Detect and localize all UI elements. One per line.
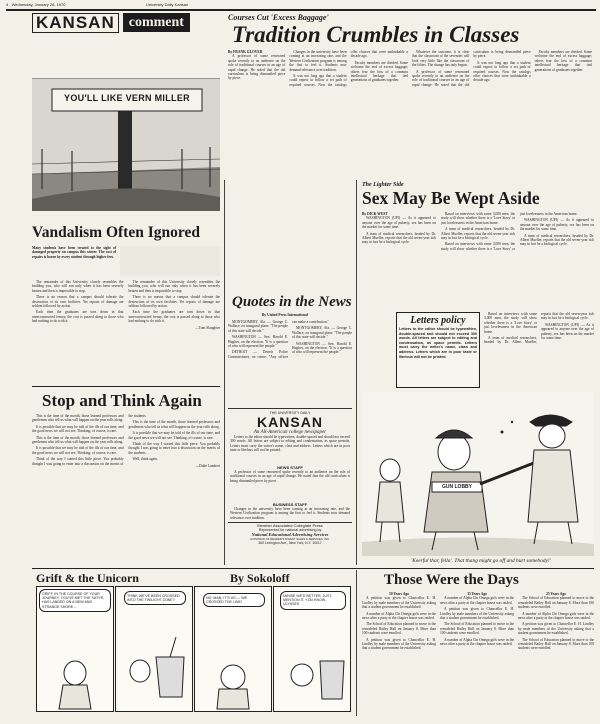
quote-item: MONTGOMERY, Ala. — George C. Wallace, on inaugural plans: "The people of this state will decide." bbox=[228, 320, 288, 333]
column-rule bbox=[356, 570, 357, 716]
lead-paragraph: Whatever the outcome, it is clear that the classroom of the seventies will look very little like the classroom of the fifties. The change has only begun. bbox=[411, 50, 470, 68]
comic-balloon: THINK WE'VE BEEN CROSSED INTO THE TWILIGHT ZONE? bbox=[124, 591, 186, 605]
days-col-35 bbox=[440, 592, 514, 714]
stop-think-paragraph: Well, think again. bbox=[132, 457, 158, 462]
lead-byline: By FRANK GLOVER bbox=[228, 50, 263, 54]
stop-think-paragraph: Think of the way I started this little piece. You probably thought I was going to enter into a discussion on the merits of the students. bbox=[128, 442, 220, 455]
lead-paragraph: A professor of some renowned spoke recently to an audience on the role of traditional courses in an age of rapid change. He noted that the old curriculum is being dismantled piece by piece. bbox=[411, 50, 531, 87]
sex-paragraph: A team of medical researchers, headed by Dr. Albert Mueller, reports that the old seven-year itch may in fact be a biological cycle. bbox=[441, 227, 515, 241]
sex-headline: Sex May Be Wept Aside bbox=[362, 188, 540, 208]
sex-paragraph: WASHINGTON (UPI) — As it appeared to anyone over the age of puberty, sex has been on the market for some time. bbox=[541, 322, 594, 341]
stop-think-paragraph: It is possible that we may be told of the ills of our time, and the good news we will not see. Thinking, of course, is rare. bbox=[32, 424, 124, 434]
comment-label: comment bbox=[123, 13, 190, 32]
letters-policy-box bbox=[396, 312, 480, 388]
page-header bbox=[6, 2, 596, 9]
masthead-the: THE UNIVERSITY DAILY bbox=[269, 411, 311, 415]
stop-think-paragraph: This is the time of the month, those learned professors and gentlemen who tell us what will happen on the year rolls along. bbox=[32, 414, 124, 423]
stop-think-paragraph: It is possible that we may be told of the ills of our time, and the good news we will not see. Thinking, of course, is rare. bbox=[32, 446, 124, 455]
section-rule bbox=[32, 386, 220, 387]
lead-paragraph: A professor of some renowned spoke recently to an audience on the role of traditional courses in an age of rapid change. He noted that the old curriculum is being dismantled piece by piece. bbox=[228, 54, 286, 81]
vandalism-paragraph: There is no reason that a campus should tolerate the destruction of its own facilities. Yet reports of damage are seldom followed by action. bbox=[128, 295, 220, 309]
quotes-source: By United Press International bbox=[262, 313, 308, 317]
vandalism-paragraph: The remainder of this University closely resembles the building you, who will run only when it has been severely beaten and then is impossible to stop. bbox=[32, 280, 124, 293]
cartoon-caption: 'Keerful thar, fella'. That thang might go off and hurt somebody!' bbox=[411, 558, 551, 564]
stop-think-paragraph: This is the time of the month, those learned professors and gentlemen who tell us what will happen on the year rolls along. bbox=[128, 420, 220, 429]
vandalism-illustration bbox=[120, 246, 220, 276]
dateline: Wednesday, January 28, 1970 bbox=[11, 2, 66, 7]
comic-panel-3 bbox=[194, 586, 272, 712]
lead-paragraph: Faculty members are divided. Some welcome the end of excess baggage; others fear the loss of a common intellectual heritage that tied generations of graduates together. bbox=[534, 50, 592, 72]
lead-body bbox=[228, 50, 592, 178]
sex-paragraph: Based on interviews with some 3,000 men, the study will show whether there is a 'Love Story' or just lovelessness in the American home. bbox=[441, 212, 578, 251]
sex-body-right bbox=[484, 312, 594, 388]
masthead-info-line: Letters to the editor should be typewritten, double-spaced and should not exceed 300 words. All letters are subject to editing and condensation, as space permits. Letters must carry the writer's name, class and address. Letters which are in poor taste or libelous will not be printed. bbox=[230, 435, 350, 453]
days-col-label: 25 Years Ago bbox=[546, 592, 566, 596]
days-paragraph: A petition was given to Chancellor E. H. Lindley by male members of the University asking that a student government be established. bbox=[362, 637, 436, 651]
vandalism-paragraph: Each time the graduates are torn down in that unreconstructed frenzy, the cost is passed along to those who had nothing to do with it. bbox=[32, 310, 124, 324]
sex-paragraph: WASHINGTON (UPI) — As it appeared to anyone over the age of puberty, sex has been on the market for some time. bbox=[520, 218, 594, 232]
gun-lobby-label: GUN LOBBY bbox=[442, 484, 472, 490]
comic-panel-2 bbox=[115, 586, 193, 712]
comic-balloon: MAYBE WE'D BETTER, JUST, MENTION IT, YOU KNOW, ULYSSES bbox=[280, 591, 346, 610]
editorial-cartoon bbox=[362, 392, 594, 556]
column-rule bbox=[224, 180, 225, 565]
days-col-50 bbox=[362, 592, 436, 714]
masthead-box bbox=[228, 408, 352, 565]
days-paragraph: A number of Alpha Chi Omega girls were in the news after a party at the chapter house was raided. bbox=[440, 596, 514, 605]
staff-line: A professor of some renowned spoke recently to an audience on the role of traditional courses in an age of rapid change. He noted that the old curriculum is being dismantled piece by piece. bbox=[230, 470, 350, 483]
business-staff-label: BUSINESS STAFF bbox=[272, 502, 308, 507]
kansan-comment-flag bbox=[32, 13, 222, 33]
news-staff-list bbox=[228, 470, 352, 502]
days-paragraph: A number of Alpha Chi Omega girls were in the news after a party at the chapter house was raided. bbox=[518, 611, 594, 621]
column-rule bbox=[356, 180, 357, 565]
stop-think-headline: Stop and Think Again bbox=[42, 391, 202, 410]
vandalism-body bbox=[32, 280, 220, 380]
days-paragraph: The School of Education planned to move to the remodeled Bailey Hall on January 8. More than 100 students were enrolled. bbox=[440, 622, 514, 636]
days-paragraph: The School of Education planned to move to the remodeled Bailey Hall on January 8. More than 100 students were enrolled. bbox=[362, 622, 436, 636]
lead-kicker: Courses Cut 'Excess Baggage' bbox=[228, 13, 329, 22]
bottom-section-rule bbox=[32, 568, 594, 569]
quote-item: DETROIT — Detroit Police Commissioner, on crime: "Any officer can make a contribution." bbox=[228, 320, 329, 359]
vandalism-paragraph: There is no reason that a campus should tolerate the destruction of its own facilities. Yet reports of damage are seldom followed by action. bbox=[32, 295, 124, 309]
sex-paragraph: Based on interviews with some 3,000 men, the study will show whether there is a 'Love Story' or just lovelessness in the American home. bbox=[484, 312, 537, 334]
quote-item: MONTGOMERY, Ala. — George C. Wallace, on inaugural plans: "The people of this state will decide." bbox=[292, 326, 352, 340]
stop-think-signature: —Duke Lambert bbox=[195, 463, 220, 468]
days-paragraph: A number of Alpha Chi Omega girls were in the news after a party at the chapter house was raided. bbox=[440, 637, 514, 647]
stop-think-paragraph: Think of the way I started this little piece. You probably thought I was going to enter into a discussion on the merits of the students. bbox=[32, 414, 147, 466]
business-staff-list bbox=[228, 507, 352, 521]
sex-body bbox=[362, 212, 594, 310]
stop-think-paragraph: It is possible that we may be told of the ills of our time, and the good news we will not see. Thinking, of course, is rare. bbox=[128, 431, 220, 440]
sex-paragraph: A team of medical researchers, headed by Dr. Albert Mueller, reports that the old seven-year itch may in fact be a biological cycle. bbox=[484, 312, 594, 345]
grift-byline: By Sokoloff bbox=[230, 571, 290, 585]
photo-sign-text: YOU'LL LIKE VERN MILLER bbox=[64, 93, 190, 103]
vandalism-signature: —Tom Slaughter bbox=[195, 325, 220, 330]
quote-item: WASHINGTON — Sen. Harold E. Hughes, on the election: "It is a question of who will represent the people." bbox=[292, 341, 352, 355]
cartoon-drawing bbox=[362, 392, 594, 556]
staff-line: Changes in the university have been coming at an increasing rate, and the Western Civilization program is among the first to feel it. Students now demand relevance over tradition. bbox=[230, 507, 350, 520]
nas-address: 360 Lexington Ave., New York, N.Y. 10017 bbox=[258, 541, 322, 545]
quotes-headline: Quotes in the News bbox=[232, 294, 352, 310]
news-photo bbox=[32, 78, 220, 211]
stop-think-body bbox=[32, 414, 220, 564]
days-col-label: 35 Years Ago bbox=[467, 592, 487, 596]
sex-paragraph: Based on interviews with some 3,000 men, the study will show whether there is a 'Love Story' or just lovelessness in the American home. bbox=[441, 212, 515, 225]
news-staff-label: NEWS STAFF bbox=[277, 465, 303, 470]
vandalism-intro: Many students have been treated to the sight of damaged property on campus this winter. The cost of repairs is borne by every student through higher fees. bbox=[32, 246, 116, 259]
vandalism-paragraph: Each time the graduates are torn down in that unreconstructed frenzy, the cost is passed along to those who had nothing to do with it. bbox=[128, 310, 220, 324]
stop-think-paragraph: This is the time of the month, those learned professors and gentlemen who tell us what will happen on the year rolls along. bbox=[32, 435, 124, 445]
comic-balloon: NO, MAN, IT'S US — WE CROSSED THE LINE! bbox=[203, 593, 265, 607]
lead-paragraph: It was not long ago that a student could expect to follow a set path of required courses. Now the catalogs offer choices that were unthinkable a decade ago. bbox=[473, 60, 531, 83]
kansan-label: KANSAN bbox=[32, 13, 119, 33]
lead-paragraph: Faculty members are divided. Some welcome the end of excess baggage; others fear the loss of a common intellectual heritage that tied generations of graduates together. bbox=[350, 60, 408, 83]
letters-title: Letters policy bbox=[410, 315, 466, 326]
quote-item: WASHINGTON — Sen. Harold E. Hughes, on the election: "It is a question of who will represent the people." bbox=[228, 335, 288, 349]
quotes-body bbox=[228, 320, 352, 404]
sex-paragraph: A team of medical researchers, headed by Dr. Albert Mueller, reports that the old seven-year itch may in fact be a biological cycle. bbox=[362, 231, 436, 245]
vandalism-headline: Vandalism Often Ignored bbox=[32, 224, 200, 241]
sex-paragraph: WASHINGTON (UPI) — As it appeared to anyone over the age of puberty, sex has been on the market for some time. bbox=[362, 216, 436, 230]
lead-headline: Tradition Crumbles in Classes bbox=[232, 22, 520, 47]
page-number: 4 bbox=[6, 2, 9, 7]
nas-sub: A DIVISION OF READER'S DIGEST SALES & SERVICES, INC. bbox=[250, 537, 330, 541]
paper-name: University Daily Kansan bbox=[146, 2, 189, 7]
days-paragraph: A petition was given to Chancellor E. H. Lindley by male members of the University asking that a student government be established. bbox=[440, 607, 514, 621]
days-col-25 bbox=[518, 592, 594, 714]
days-paragraph: A number of Alpha Chi Omega girls were in the news after a party at the chapter house was raided. bbox=[362, 611, 436, 621]
letters-body: Letters to the editor should be typewritten, double-spaced and should not exceed 300 words. All letters are subject to editing and condensation, as space permits. Letters must carry the writer's name, class and address. Letters which are in poor taste or libelous will not be printed. bbox=[399, 327, 477, 359]
lead-paragraph: It was not long ago that a student could expect to follow a set path of required courses. Now the catalogs offer choices that were unthinkable a decade ago. bbox=[289, 50, 408, 87]
comic-art bbox=[116, 587, 192, 711]
comic-panel-4 bbox=[273, 586, 351, 712]
days-paragraph: The School of Education planned to move to the remodeled Bailey Hall on January 8. More than 100 students were enrolled. bbox=[518, 596, 594, 610]
sex-byline: By DICK WEST bbox=[362, 212, 388, 216]
masthead-tag: An All-American college newspaper bbox=[253, 430, 327, 435]
comic-balloon: GRIFF, IN THE COURSE OF YOUR JOURNEY, YOU'VE MET THE SATYR, HAS LANDED ON A NEW AND STRANGE SHORE... bbox=[39, 589, 111, 612]
days-paragraph: A petition was given to Chancellor E. H. Lindley by male members of the University asking that a student government be established. bbox=[362, 596, 436, 610]
grift-title: Grift & the Unicorn bbox=[36, 571, 139, 585]
days-col-label: 50 Years Ago bbox=[389, 592, 409, 596]
member-acp: Member Associated Collegiate Press bbox=[228, 522, 352, 528]
days-paragraph: A petition was given to Chancellor E. H. Lindley by male members of the University asking that a student government be established. bbox=[518, 622, 594, 636]
days-paragraph: The School of Education planned to move to the remodeled Bailey Hall on January 8. More than 100 students were enrolled. bbox=[518, 637, 594, 651]
sex-paragraph: A team of medical researchers, headed by Dr. Albert Mueller, reports that the old seven-year itch may in fact be a biological cycle. bbox=[520, 233, 594, 247]
vandalism-paragraph: The remainder of this University closely resembles the building you, who will run only when it has been severely beaten and then is impossible to stop. bbox=[128, 280, 220, 293]
masthead-info bbox=[228, 435, 352, 465]
sex-kicker: The Lighter Side bbox=[362, 182, 404, 188]
header-rule bbox=[6, 9, 596, 11]
represented-by: Represented for national advertising by bbox=[258, 528, 322, 532]
masthead-name: KANSAN bbox=[257, 414, 323, 430]
lead-paragraph: Changes in the university have been coming at an increasing rate, and the Western Civilization program is among the first to feel it. Students now demand relevance over tradition. bbox=[289, 50, 347, 72]
comic-panel-1 bbox=[36, 586, 114, 712]
days-headline: Those Were the Days bbox=[384, 572, 519, 588]
nas-name: National Educational Advertising Services bbox=[251, 532, 329, 537]
